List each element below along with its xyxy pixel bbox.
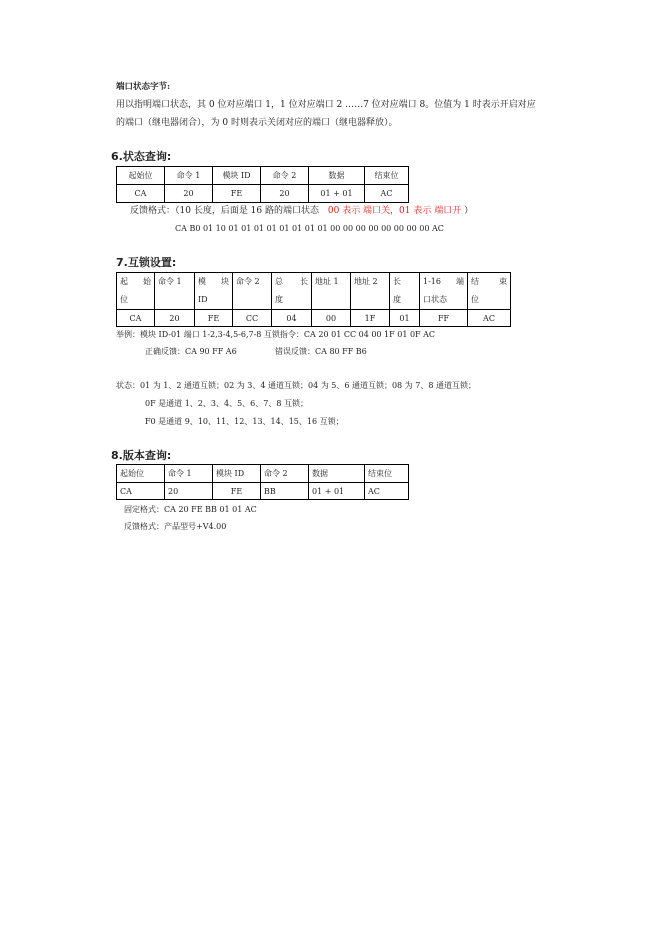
header-cell: 结束位	[365, 465, 409, 483]
table-cell: FE	[213, 185, 261, 203]
version-feedback-format: 反馈格式：产品型号+V4.00	[124, 522, 227, 531]
interlock-state-line3: F0 是通道 9、10、11、12、13、14、15、16 互锁；	[145, 417, 344, 426]
port-status-desc-line2: 的端口（继电器闭合），为 0 时则表示关闭对应的端口（继电器释放）。	[116, 118, 398, 128]
header-cell: 命令 2	[233, 273, 272, 310]
table-row	[117, 310, 511, 327]
table-cell: 20	[165, 185, 213, 203]
section-title-status-query: 6.状态查询:	[111, 150, 172, 163]
interlock-table	[116, 272, 511, 327]
interlock-state-line2: 0F 是通道 1、2、3、4、5、6、7、8 互锁；	[145, 399, 308, 408]
header-cell: 命令 1	[155, 273, 195, 310]
port-status-desc-line1: 用以指明端口状态，其 0 位对应端口 1，1 位对应端口 2 ……7 位对应端口 8。位值为 1 时表示开启对应	[116, 100, 536, 110]
feedback-prefix: 反馈格式：（10 长度，后面是 16 路的端口状态	[130, 206, 319, 216]
status-query-table	[116, 166, 409, 203]
status-feedback-hex: CA B0 01 10 01 01 01 01 01 01 01 01 00 00 00 00 00 00 00 00 AC	[175, 224, 444, 233]
header-cell: 数据	[309, 167, 365, 185]
table-row	[117, 483, 409, 500]
section-title-interlock: 7.互锁设置:	[116, 256, 177, 269]
version-query-table	[116, 464, 409, 500]
table-cell: AC	[365, 185, 409, 203]
version-fixed-format: 固定格式：CA 20 FE BB 01 01 AC	[124, 505, 257, 514]
table-header-row	[117, 273, 511, 310]
header-cell: 模块 ID	[213, 465, 261, 483]
header-cell: 数据	[309, 465, 365, 483]
header-cell: 命令 2	[261, 167, 309, 185]
header-cell: 地址 1	[312, 273, 351, 310]
header-cell: 模 块 ID	[195, 273, 233, 310]
table-cell: CA	[117, 185, 165, 203]
feedback-red-note: 00 表示 端口关，01 表示 端口开	[327, 206, 462, 216]
table-header-row	[117, 167, 409, 185]
table-cell: 00	[312, 310, 351, 327]
interlock-error-feedback: 错误反馈：CA 80 FF B6	[275, 347, 367, 356]
header-cell: 起始位	[117, 465, 165, 483]
table-cell: CA	[117, 310, 155, 327]
table-cell: 04	[272, 310, 312, 327]
table-cell: 20	[155, 310, 195, 327]
port-status-heading: 端口状态字节:	[116, 82, 171, 92]
header-cell: 1-16 端 口状态	[420, 273, 468, 310]
header-cell: 总 长 度	[272, 273, 312, 310]
table-cell: AC	[468, 310, 511, 327]
table-cell: 01 + 01	[309, 483, 365, 500]
table-row	[117, 185, 409, 203]
table-cell: 20	[165, 483, 213, 500]
section-title-version-query: 8.版本查询:	[111, 449, 172, 462]
table-cell: CC	[233, 310, 272, 327]
table-cell: BB	[261, 483, 309, 500]
table-cell: 20	[261, 185, 309, 203]
table-cell: FE	[195, 310, 233, 327]
table-cell: AC	[365, 483, 409, 500]
header-cell: 地址 2	[351, 273, 390, 310]
table-cell: 01 + 01	[309, 185, 365, 203]
header-cell: 起始位	[117, 167, 165, 185]
header-cell: 结束位	[365, 167, 409, 185]
header-cell: 命令 2	[261, 465, 309, 483]
header-cell: 长 度	[390, 273, 420, 310]
table-cell: FF	[420, 310, 468, 327]
interlock-state-line1: 状态：01 为 1、2 通道互锁；02 为 3、4 通道互锁；04 为 5、6 通道互锁；08 为 7、8 通道互锁；	[116, 381, 476, 390]
interlock-example: 举例：模块 ID-01 端口 1-2,3-4,5-6,7-8 互锁指令：CA 20 01 CC 04 00 1F 01 0F AC	[116, 330, 436, 339]
header-cell: 命令 1	[165, 167, 213, 185]
table-cell: 1F	[351, 310, 390, 327]
header-cell: 模块 ID	[213, 167, 261, 185]
header-cell: 起 始 位	[117, 273, 155, 310]
table-cell: 01	[390, 310, 420, 327]
header-cell: 命令 1	[165, 465, 213, 483]
table-cell: FE	[213, 483, 261, 500]
header-cell: 结 束 位	[468, 273, 511, 310]
status-feedback-line	[130, 205, 473, 217]
table-cell: CA	[117, 483, 165, 500]
interlock-correct-feedback: 正确反馈：CA 90 FF A6	[145, 347, 237, 356]
feedback-suffix: ）	[464, 206, 474, 216]
table-header-row	[117, 465, 409, 483]
